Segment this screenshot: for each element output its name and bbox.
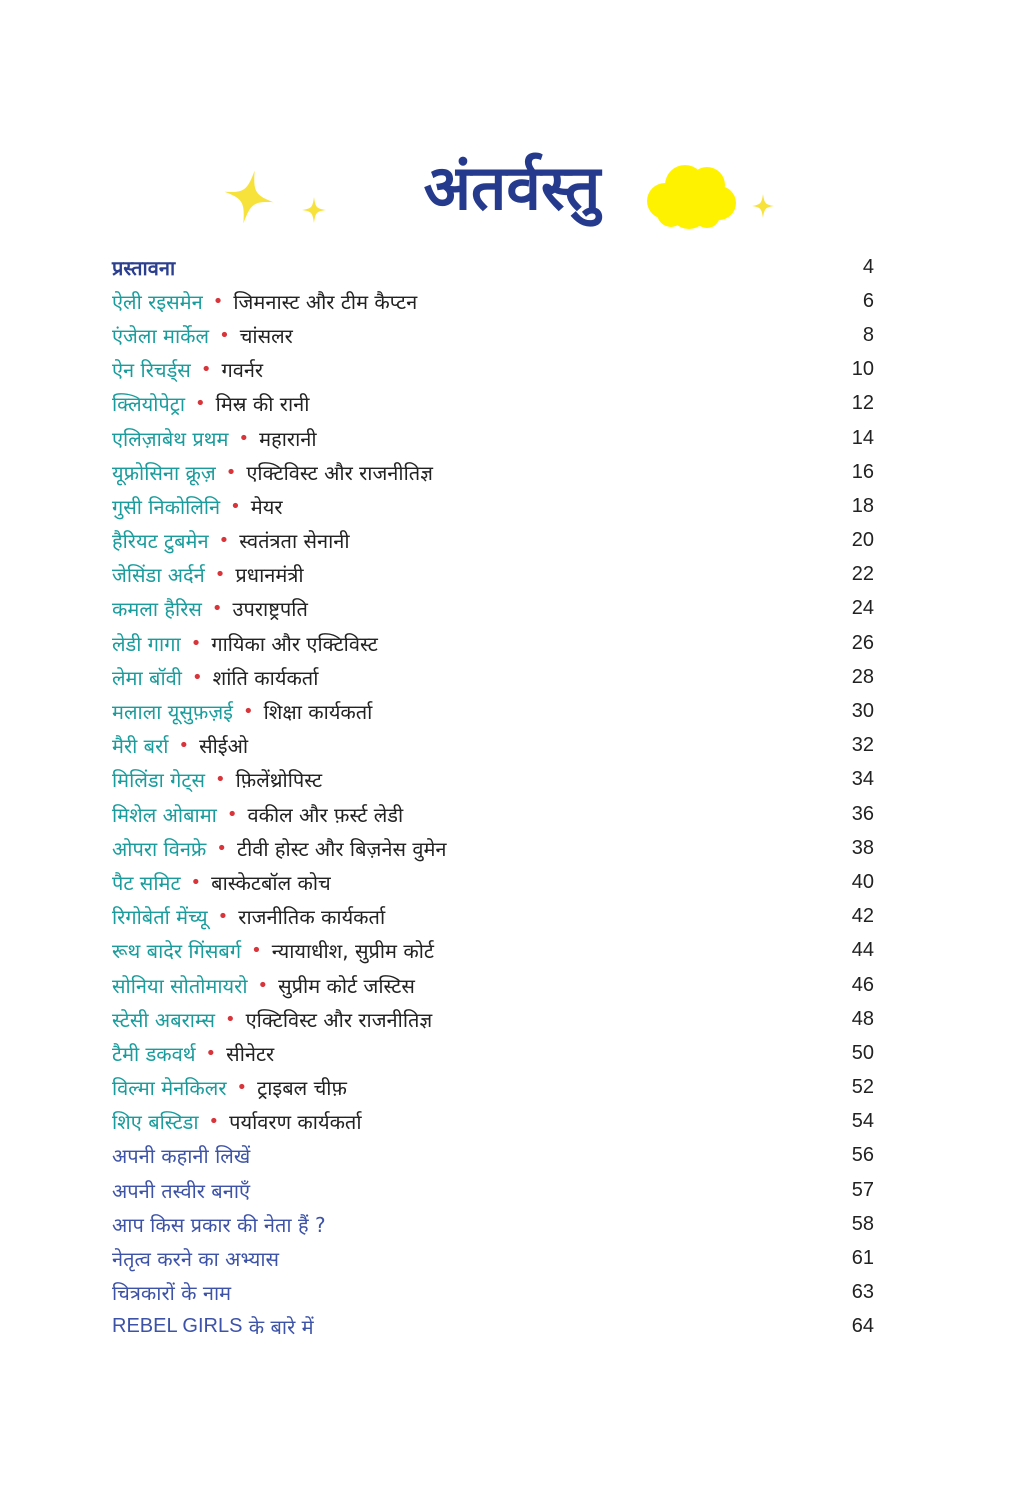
toc-entry-section[interactable] (112, 1139, 874, 1173)
person-role: गायिका और एक्टिविस्ट (211, 631, 378, 656)
toc-entry[interactable] (112, 797, 874, 831)
table-of-contents (112, 250, 874, 1344)
toc-entry[interactable] (112, 1036, 874, 1070)
person-role: बास्केटबॉल कोच (211, 870, 331, 895)
person-name: मिलिंडा गेट्स (112, 768, 205, 793)
bullet: • (205, 1042, 217, 1064)
bullet: • (230, 495, 241, 517)
page-number: 18 (851, 494, 874, 517)
bullet: • (243, 701, 254, 723)
bullet: • (226, 803, 238, 825)
person-role: प्रधानमंत्री (235, 563, 304, 588)
toc-entry-section[interactable] (112, 1241, 874, 1275)
person-name: रूथ बादेर गिंसबर्ग (112, 939, 242, 964)
toc-label: अपनी कहानी लिखें (112, 1144, 251, 1169)
person-name: रिगोबेर्ता मेंच्यू (112, 905, 208, 930)
toc-entry-section[interactable] (112, 1207, 874, 1241)
sparkle-icon (752, 194, 774, 218)
bullet: • (236, 1077, 248, 1099)
page-number: 10 (851, 358, 874, 381)
page-number: 58 (851, 1212, 874, 1235)
person-name: लेमा बॉवी (112, 665, 182, 690)
bullet: • (218, 530, 230, 552)
page-number: 12 (851, 392, 874, 415)
person-role: मेयर (250, 494, 283, 519)
bullet: • (200, 359, 212, 381)
bullet: • (212, 290, 224, 312)
person-role: न्यायाधीश, सुप्रीम कोर्ट (271, 939, 434, 964)
page-number: 14 (851, 426, 874, 449)
bullet: • (195, 393, 206, 415)
person-role: उपराष्ट्रपति (232, 597, 308, 622)
toc-entry[interactable] (112, 592, 874, 626)
toc-entry-section[interactable] (112, 1276, 874, 1310)
toc-entry[interactable] (112, 421, 874, 455)
person-name: टैमी डकवर्थ (112, 1041, 196, 1066)
person-name: सोनिया सोतोमायरो (112, 973, 248, 998)
person-role: राजनीतिक कार्यकर्ता (238, 905, 386, 930)
toc-entry[interactable] (112, 626, 874, 660)
bullet: • (257, 974, 269, 996)
person-role: सीईओ (199, 734, 249, 759)
toc-entry[interactable] (112, 387, 874, 421)
person-name: हैरियट टुबमेन (112, 529, 209, 554)
person-name: मैरी बर्रा (112, 734, 169, 759)
person-role: चांसलर (239, 323, 293, 348)
person-name: मलाला यूसुफ़ज़ई (112, 700, 233, 725)
person-name: ओपरा विनफ्रे (112, 836, 207, 861)
person-role: गवर्नर (221, 358, 264, 383)
person-role: वकील और फ़र्स्ट लेडी (247, 802, 404, 827)
page-number: 46 (851, 973, 874, 996)
page-number: 28 (851, 665, 874, 688)
person-name: क्लियोपेट्रा (112, 392, 186, 417)
person-name: विल्मा मेनकिलर (112, 1076, 227, 1101)
bullet: • (214, 769, 226, 791)
toc-label: प्रस्तावना (112, 255, 176, 280)
bullet: • (251, 940, 262, 962)
toc-label: चित्रकारों के नाम (112, 1281, 232, 1306)
toc-label: के बारे में (248, 1315, 314, 1340)
person-role: शांति कार्यकर्ता (212, 665, 319, 690)
page-number: 38 (851, 836, 874, 859)
person-role: शिक्षा कार्यकर्ता (263, 700, 373, 725)
person-role: जिमनास्ट और टीम कैप्टन (233, 289, 418, 314)
bullet: • (238, 427, 250, 449)
page-number: 4 (862, 255, 874, 278)
page-number: 32 (851, 734, 874, 757)
page-number: 6 (862, 289, 874, 312)
person-role: सुप्रीम कोर्ट जस्टिस (278, 973, 415, 998)
toc-entry[interactable] (112, 1071, 874, 1105)
toc-entry[interactable] (112, 1002, 874, 1036)
person-role: महारानी (259, 426, 317, 451)
toc-entry[interactable] (112, 831, 874, 865)
page-number: 63 (851, 1281, 874, 1304)
person-role: मिस्र की रानी (215, 392, 310, 417)
toc-entry[interactable] (112, 353, 874, 387)
bullet: • (217, 906, 229, 928)
toc-entry[interactable] (112, 694, 874, 728)
bullet: • (225, 1008, 236, 1030)
toc-entry[interactable] (112, 865, 874, 899)
person-name: एलिज़ाबेथ प्रथम (112, 426, 229, 451)
bullet: • (190, 632, 202, 654)
toc-entry[interactable] (112, 1105, 874, 1139)
bullet: • (190, 871, 202, 893)
toc-entry[interactable] (112, 489, 874, 523)
bullet: • (225, 461, 237, 483)
page-number: 22 (851, 563, 874, 586)
bullet: • (219, 324, 230, 346)
page-number: 48 (851, 1007, 874, 1030)
toc-entry[interactable] (112, 660, 874, 694)
toc-entry[interactable] (112, 763, 874, 797)
toc-entry[interactable] (112, 284, 874, 318)
person-name: लेडी गागा (112, 631, 181, 656)
toc-entry[interactable] (112, 968, 874, 1002)
bullet: • (191, 666, 203, 688)
toc-entry-intro[interactable] (112, 250, 874, 284)
page-number: 42 (851, 905, 874, 928)
page-number: 20 (851, 529, 874, 552)
toc-entry[interactable] (112, 455, 874, 489)
person-name: गुसी निकोलिनि (112, 494, 221, 519)
toc-entry-section[interactable] (112, 1173, 874, 1207)
toc-label: आप किस प्रकार की नेता हैं ? (112, 1212, 326, 1237)
page-number: 54 (851, 1110, 874, 1133)
person-name: जेसिंडा अर्दर्न (112, 563, 205, 588)
person-name: मिशेल ओबामा (112, 802, 217, 827)
toc-entry-section[interactable] (112, 1310, 874, 1344)
page-title: अंतर्वस्तु (423, 151, 601, 224)
page-number: 56 (851, 1144, 874, 1167)
page-number: 40 (851, 870, 874, 893)
person-role: स्वतंत्रता सेनानी (239, 529, 350, 554)
person-name: ऐन रिचर्ड्स (112, 358, 191, 383)
page-number: 26 (851, 631, 874, 654)
person-role: सीनेटर (226, 1041, 275, 1066)
toc-label: अपनी तस्वीर बनाएँ (112, 1178, 251, 1203)
toc-entry[interactable] (112, 318, 874, 352)
person-role: एक्टिविस्ट और राजनीतिज्ञ (245, 1007, 433, 1032)
person-name: एंजेला मार्केल (112, 323, 210, 348)
person-role: टीवी होस्ट और बिज़नेस वुमेन (236, 836, 447, 861)
cloud-icon (643, 163, 737, 229)
page-number: 44 (851, 939, 874, 962)
toc-label: नेतृत्व करने का अभ्यास (112, 1247, 280, 1272)
page-number: 34 (851, 768, 874, 791)
page-number: 8 (862, 323, 874, 346)
person-role: एक्टिविस्ट और राजनीतिज्ञ (246, 460, 433, 485)
person-role: ट्राइबल चीफ़ (257, 1076, 347, 1101)
page-number: 52 (851, 1076, 874, 1099)
person-name: ऐली रइसमेन (112, 289, 203, 314)
toc-entry[interactable] (112, 900, 874, 934)
page-number: 64 (851, 1315, 874, 1338)
person-name: शिए बस्टिडा (112, 1110, 199, 1135)
toc-entry[interactable] (112, 558, 874, 592)
person-name: यूफ्रोसिना क्रूज़ (112, 460, 216, 485)
toc-entry[interactable] (112, 524, 874, 558)
bullet: • (216, 837, 227, 859)
person-name: पैट समिट (112, 870, 181, 895)
toc-entry[interactable] (112, 729, 874, 763)
person-name: स्टेसी अबराम्स (112, 1007, 215, 1032)
toc-label-latin: REBEL GIRLS (112, 1315, 243, 1338)
bullet: • (211, 598, 223, 620)
page-number: 36 (851, 802, 874, 825)
bullet: • (214, 564, 226, 586)
person-name: कमला हैरिस (112, 597, 202, 622)
page-number: 61 (851, 1247, 874, 1270)
page-number: 24 (851, 597, 874, 620)
bullet: • (178, 735, 190, 757)
page-number: 57 (851, 1178, 874, 1201)
page-number: 50 (851, 1041, 874, 1064)
bullet: • (208, 1111, 220, 1133)
toc-entry[interactable] (112, 934, 874, 968)
page-number: 30 (851, 700, 874, 723)
person-role: फ़िलेंथ्रोपिस्ट (235, 768, 323, 793)
page-number: 16 (851, 460, 874, 483)
person-role: पर्यावरण कार्यकर्ता (229, 1110, 362, 1135)
